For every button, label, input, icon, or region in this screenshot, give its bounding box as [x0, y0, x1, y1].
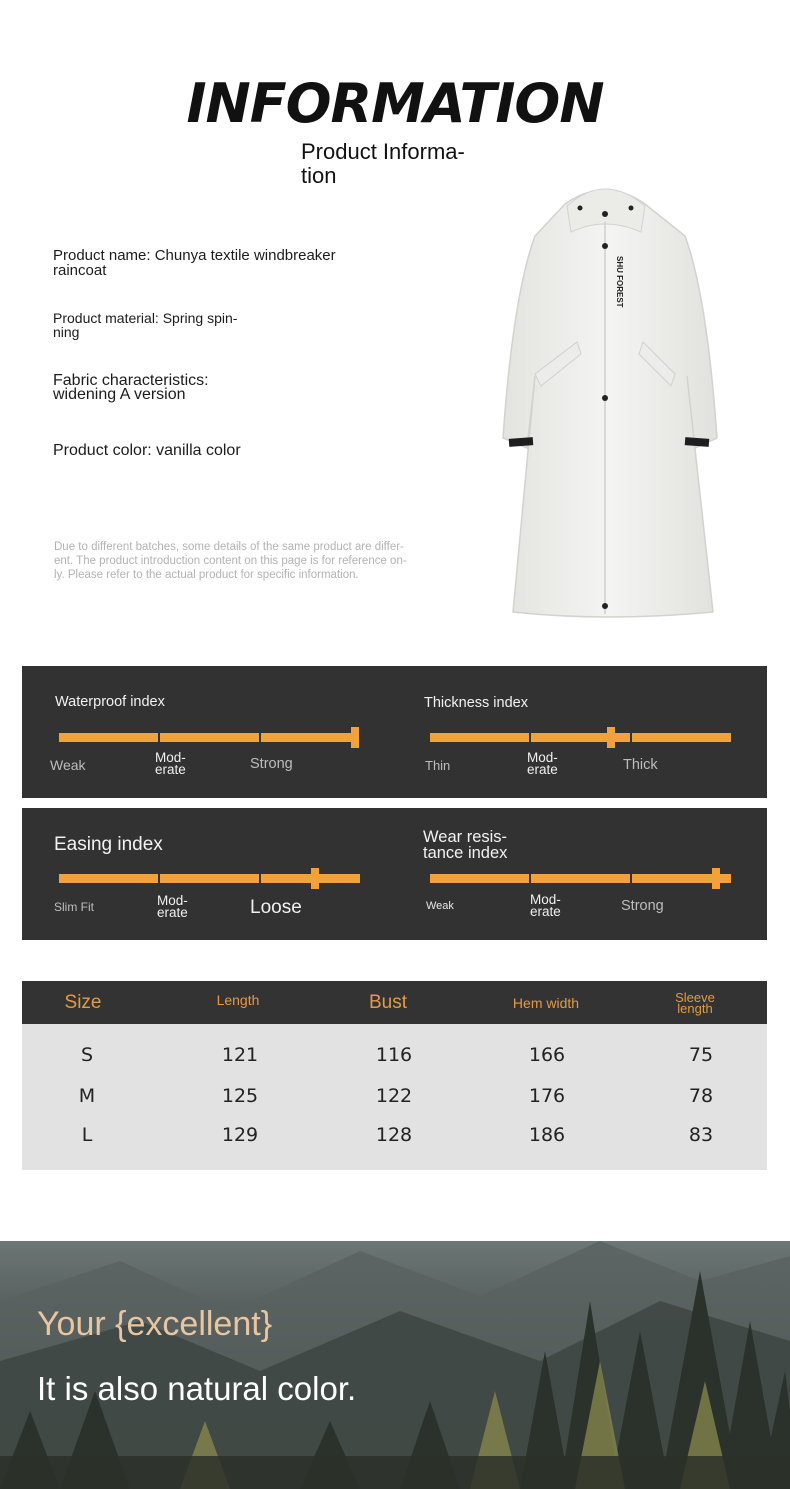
index-title-waterproof: Waterproof index [55, 694, 165, 710]
page-title: INFORMATION [186, 72, 604, 135]
table-cell: 129 [221, 1124, 259, 1146]
section-subtitle: Product Informa- tion [301, 139, 465, 188]
table-cell: 116 [375, 1044, 413, 1066]
scale-wear-resistance [430, 874, 731, 883]
table-cell: 121 [221, 1044, 259, 1066]
scale-label-moderate: Mod- erate [530, 892, 561, 919]
col-header-length: Length [216, 991, 260, 1008]
table-cell: 186 [528, 1124, 566, 1146]
index-title-easing: Easing index [54, 834, 163, 855]
size-table-body [22, 1024, 767, 1170]
table-cell: 166 [528, 1044, 566, 1066]
scale-label-weak: Weak [426, 900, 454, 912]
forest-banner-image [0, 1241, 790, 1489]
scale-label-weak: Weak [50, 757, 86, 773]
scale-thickness [430, 733, 731, 742]
table-cell: 78 [688, 1085, 714, 1107]
col-header-bust: Bust [368, 991, 408, 1013]
scale-label-moderate: Mod- erate [155, 750, 186, 777]
scale-label-strong: Strong [250, 756, 293, 772]
disclaimer-note: Due to different batches, some details of the same product are differ- ent. The product introduction content on this page is for reference on- ly. Please refer to the actual product for specific information. [54, 541, 407, 581]
product-color: Product color: vanilla color [53, 442, 241, 459]
size-table-header [22, 981, 767, 1024]
index-panel-2 [22, 808, 767, 940]
table-cell: 83 [688, 1124, 714, 1146]
col-header-size: Size [64, 991, 102, 1013]
table-cell: L [81, 1124, 93, 1146]
scale-label-loose: Loose [250, 897, 302, 918]
banner-tagline: It is also natural color. [37, 1370, 357, 1407]
table-cell: S [80, 1044, 94, 1066]
col-header-hem-width: Hem width [512, 994, 580, 1011]
scale-label-slim-fit: Slim Fit [54, 900, 94, 914]
banner-headline: Your {excellent} [37, 1305, 273, 1343]
scale-label-thin: Thin [425, 758, 451, 773]
product-material: Product material: Spring spin- ning [53, 310, 238, 340]
scale-easing [59, 874, 360, 883]
scale-label-strong: Strong [621, 898, 664, 914]
col-header-sleeve-length: Sleeve length [675, 989, 715, 1016]
scale-waterproof [59, 733, 359, 742]
scale-label-moderate: Mod- erate [527, 750, 558, 777]
coat-brand-text: SHU FOREST [615, 256, 624, 308]
table-cell: 125 [221, 1085, 259, 1107]
table-cell: 122 [375, 1085, 413, 1107]
index-panel-1 [22, 666, 767, 798]
raincoat-image [495, 176, 725, 626]
table-cell: 176 [528, 1085, 566, 1107]
fabric-characteristics: Fabric characteristics: widening A version [53, 372, 209, 403]
product-name: Product name: Chunya textile windbreaker raincoat [53, 247, 336, 279]
level-marker-easing [311, 868, 319, 889]
table-cell: 75 [688, 1044, 714, 1066]
level-marker-wear-resistance [712, 868, 720, 889]
level-marker-waterproof [351, 727, 359, 748]
level-marker-thickness [607, 727, 615, 748]
scale-label-thick: Thick [623, 757, 658, 773]
index-title-thickness: Thickness index [424, 695, 528, 711]
table-cell: 128 [375, 1124, 413, 1146]
index-title-wear-resistance: Wear resis- tance index [423, 828, 508, 862]
scale-label-moderate: Mod- erate [157, 893, 188, 920]
table-cell: M [78, 1085, 96, 1107]
